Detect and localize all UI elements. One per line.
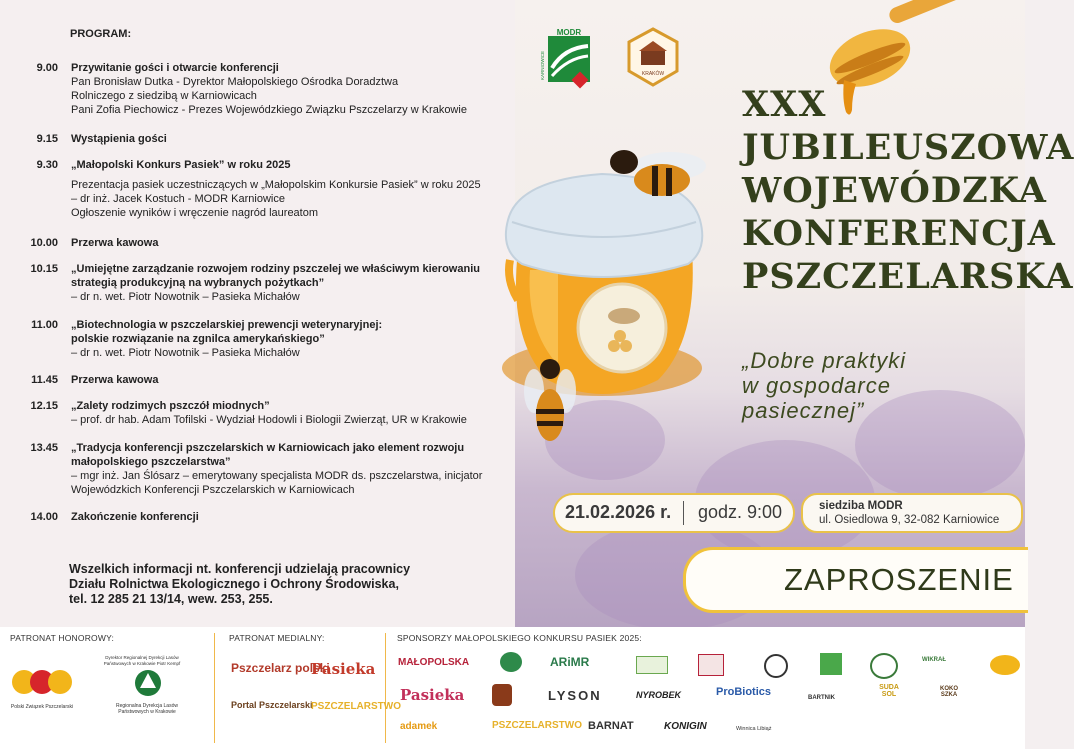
- venue-badge: [801, 493, 1023, 533]
- modr-logo-text: MODR: [556, 28, 582, 37]
- title-line: WOJEWÓDZKA: [742, 170, 1047, 211]
- conference-subtitle: [742, 348, 906, 423]
- program-title: Zakończenie konferencji: [71, 511, 199, 523]
- invitation-text: ZAPROSZENIE: [784, 562, 1014, 597]
- pzp-name: Polski Związek Pszczelarski: [10, 704, 74, 710]
- modr-logo: [540, 28, 594, 92]
- contact-line: tel. 12 285 21 13/14, wew. 253, 255.: [69, 592, 273, 606]
- sponsor-logo: NYROBEK: [636, 690, 682, 700]
- program-time: 11.45: [31, 374, 58, 386]
- program-line: – prof. dr hab. Adam Tofilski - Wydział Hodowli i Biologii Zwierząt, UR w Krakowie: [71, 414, 467, 426]
- program-line: – mgr inż. Jan Ślósarz – emerytowany specjalista MODR ds. pszczelarstwa, inicjator: [71, 470, 483, 482]
- sponsor-logo: SUDA SOL: [879, 684, 899, 698]
- sponsor-logo-icon: [820, 653, 842, 675]
- program-title-cont: małopolskiego pszczelarstwa”: [71, 456, 231, 468]
- bee-icon: [520, 355, 580, 450]
- divider: [214, 633, 215, 743]
- title-line: JUBILEUSZOWA: [742, 127, 1074, 168]
- sponsor-logo-icon: [990, 655, 1020, 675]
- modr-logo-side: KARNIOWICE: [540, 50, 545, 80]
- media-logo: Pszczelarz polski: [231, 661, 330, 675]
- program-heading: PROGRAM:: [70, 28, 132, 40]
- program-line: – dr inż. Jacek Kostuch - MODR Karniowice: [71, 193, 285, 205]
- program-line: Pani Zofia Piechowicz - Prezes Wojewódzkiego Związku Pszczelarzy w Krakowie: [71, 104, 467, 116]
- title-line: XXX: [742, 84, 827, 125]
- contact-info: [69, 562, 410, 607]
- sponsor-logo: KOKO SZKA: [940, 686, 958, 698]
- sponsor-logo-icon: [492, 684, 512, 706]
- sponsor-logo: PSZCZELARSTWO: [492, 720, 582, 731]
- sponsor-logo: BARNAT: [588, 720, 634, 732]
- bee-icon: [600, 140, 715, 220]
- sponsor-logo: adamek: [400, 721, 438, 732]
- program-time: 9.00: [36, 62, 58, 74]
- program-title: Przerwa kawowa: [71, 237, 159, 249]
- program-title-cont: strategią produkcyjną na wybranych pożytkach”: [71, 277, 325, 289]
- program-time: 9.30: [36, 159, 58, 171]
- program-time: 11.00: [31, 319, 58, 331]
- program-title: Przerwa kawowa: [71, 374, 159, 386]
- venue-address: ul. Osiedlowa 9, 32-082 Karniowice: [819, 514, 1000, 526]
- patronage-label: PATRONAT HONOROWY:: [10, 633, 115, 643]
- contact-line: Wszelkich informacji nt. konferencji udzielają pracownicy: [69, 562, 411, 576]
- sponsor-logo-icon: [698, 654, 724, 676]
- contact-line: Działu Rolnictwa Ekologicznego i Ochrony Środowiska,: [69, 577, 399, 591]
- program-line: Wojewódzkich Konferencji Pszczelarskich w Karniowicach: [71, 484, 355, 496]
- sponsor-logo-icon: [636, 656, 668, 674]
- program-line: Ogłoszenie wyników i wręczenie nagród laureatom: [71, 207, 319, 219]
- media-logo: Portal Pszczelarski: [231, 700, 313, 710]
- invitation-banner: [683, 547, 1028, 613]
- program-time: 14.00: [30, 511, 58, 523]
- title-line: KONFERENCJA: [742, 213, 1056, 254]
- media-label: PATRONAT MEDIALNY:: [229, 633, 325, 643]
- sponsor-logo: ProBiotics: [716, 686, 772, 698]
- program-title-cont: polskie rozwiązanie na zgnilca amerykańskiego”: [71, 333, 325, 345]
- program-title: Wystąpienia gości: [71, 133, 167, 145]
- wzp-krakow-logo: [625, 27, 681, 87]
- conference-title: [742, 83, 1074, 298]
- rdlp-director-text: Dyrektor Regionalnej Dyrekcji Lasów Państwowych w Krakowie Piotr Kempf: [103, 655, 181, 666]
- divider: [683, 501, 684, 525]
- sponsor-logo: KONIGIN: [664, 721, 707, 732]
- sponsor-logo: LYSON: [548, 688, 602, 703]
- pzp-logo: [10, 662, 74, 710]
- program-title: „Małopolski Konkurs Pasiek” w roku 2025: [71, 159, 291, 171]
- program-title: „Biotechnologia w pszczelarskiej prewencji weterynaryjnej:: [71, 319, 383, 331]
- title-line: PSZCZELARSKA: [742, 256, 1074, 297]
- program-title: „Tradycja konferencji pszczelarskich w Karniowicach jako element rozwoju: [71, 442, 465, 454]
- rdlp-name: Regionalna Dyrekcja Lasów Państwowych w Krakowie: [116, 703, 178, 715]
- program-line: – dr n. wet. Piotr Nowotnik – Pasieka Michałów: [71, 291, 300, 303]
- event-hour: godz. 9:00: [698, 502, 783, 522]
- program-line: Prezentacja pasiek uczestniczących w „Małopolskim Konkursie Pasiek” w roku 2025: [71, 179, 481, 191]
- divider: [385, 633, 386, 743]
- sponsor-logo: BARTNIK: [808, 695, 835, 701]
- sponsor-logo: WIKRAŁ: [922, 657, 946, 663]
- sponsor-logo-icon: [870, 653, 898, 679]
- program-line: Rolniczego z siedzibą w Karniowicach: [71, 90, 257, 102]
- event-date: 21.02.2026 r.: [565, 502, 672, 522]
- date-time-badge: [553, 493, 795, 533]
- sponsor-logo-icon: [764, 654, 788, 678]
- venue-name: siedziba MODR: [819, 500, 903, 512]
- subtitle-line: w gospodarce: [742, 373, 891, 398]
- sponsors-label: SPONSORZY MAŁOPOLSKIEGO KONKURSU PASIEK 2025:: [397, 633, 642, 643]
- forest-logo: [130, 668, 166, 698]
- program-time: 12.15: [30, 400, 58, 412]
- sponsor-logo: Winnica Libiąż: [736, 726, 772, 732]
- subtitle-line: „Dobre praktyki: [742, 348, 907, 373]
- program-line: – dr n. wet. Piotr Nowotnik – Pasieka Michałów: [71, 347, 300, 359]
- sponsor-logo: ARiMR: [550, 655, 590, 669]
- sponsor-logo-icon: [500, 652, 522, 672]
- wzp-logo-text: KRAKÓW: [641, 71, 665, 77]
- program-title: „Zalety rodzimych pszczół miodnych”: [71, 400, 270, 412]
- program-line: Pan Bronisław Dutka - Dyrektor Małopolskiego Ośrodka Doradztwa: [71, 76, 399, 88]
- sponsor-logo: Pasieka: [400, 686, 465, 704]
- media-logo: PSZCZELARSTWO: [311, 701, 401, 712]
- program-time: 10.15: [30, 263, 58, 275]
- subtitle-line: pasiecznej”: [742, 398, 865, 423]
- program-title: Przywitanie gości i otwarcie konferencji: [71, 62, 279, 74]
- program-time: 10.00: [30, 237, 58, 249]
- program-time: 13.45: [30, 442, 58, 454]
- sponsor-logo: MAŁOPOLSKA: [398, 657, 470, 668]
- media-logo: Pasieka: [311, 660, 376, 678]
- program-title: „Umiejętne zarządzanie rozwojem rodziny pszczelej we właściwym kierowaniu: [71, 263, 480, 275]
- program-time: 9.15: [36, 133, 58, 145]
